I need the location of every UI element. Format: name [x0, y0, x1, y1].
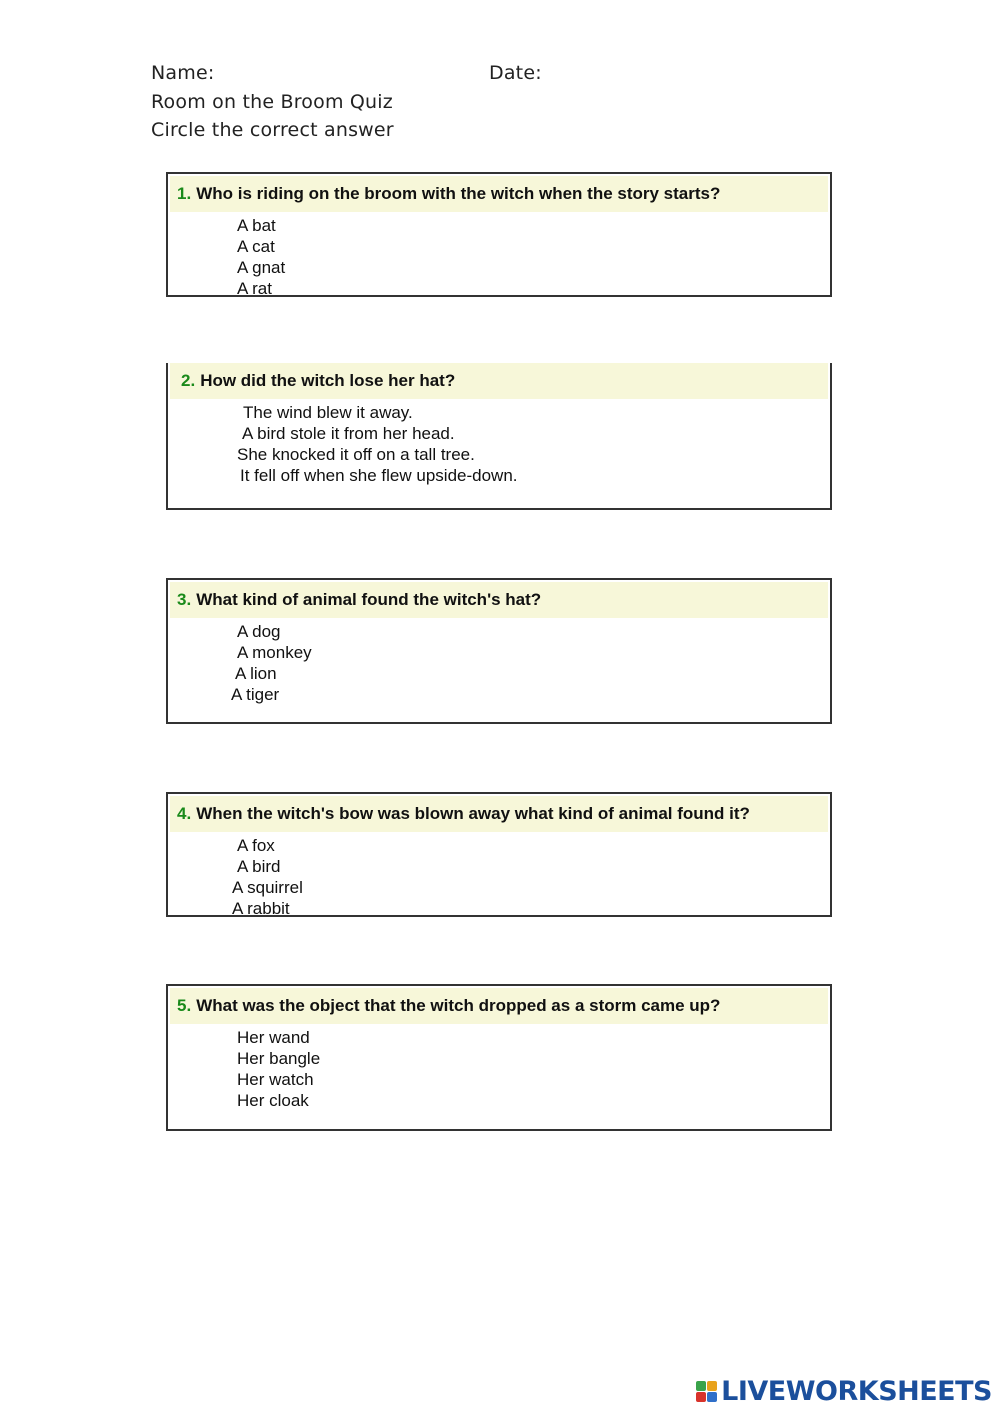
logo-text: LIVEWORKSHEETS — [721, 1376, 992, 1407]
question-5-option-a[interactable]: Her wand — [237, 1028, 310, 1047]
question-2-option-a[interactable]: The wind blew it away. — [243, 403, 413, 422]
question-1-number: 1. — [177, 184, 192, 203]
question-3-option-a[interactable]: A dog — [237, 622, 281, 641]
question-2-box — [166, 363, 832, 510]
question-1-option-c[interactable]: A gnat — [237, 258, 286, 277]
question-1-text: Who is riding on the broom with the witch when the story starts? — [196, 184, 721, 203]
question-4-text: When the witch's bow was blown away what kind of animal found it? — [196, 804, 750, 823]
question-4-option-b[interactable]: A bird — [237, 857, 281, 876]
question-5-box — [166, 984, 832, 1131]
question-4-box — [166, 792, 832, 917]
question-3-option-b[interactable]: A monkey — [237, 643, 312, 662]
question-5-number: 5. — [177, 996, 192, 1015]
logo-mark-icon — [696, 1381, 717, 1402]
question-4-number: 4. — [177, 804, 192, 823]
question-2-header — [170, 363, 828, 399]
date-label: Date: — [489, 62, 542, 84]
question-2-text: How did the witch lose her hat? — [200, 371, 456, 390]
question-1-header — [170, 176, 828, 212]
question-3-box — [166, 578, 832, 724]
name-label: Name: — [151, 62, 215, 84]
question-3-header — [170, 582, 828, 618]
liveworksheets-logo[interactable] — [696, 1376, 992, 1407]
question-5-option-d[interactable]: Her cloak — [237, 1091, 309, 1110]
question-4-option-d[interactable]: A rabbit — [232, 899, 290, 918]
question-5-option-c[interactable]: Her watch — [237, 1070, 314, 1089]
question-4-option-c[interactable]: A squirrel — [232, 878, 303, 897]
question-3-text: What kind of animal found the witch's hat? — [196, 590, 542, 609]
question-5-option-b[interactable]: Her bangle — [237, 1049, 321, 1068]
question-1-option-b[interactable]: A cat — [237, 237, 275, 256]
question-3-number: 3. — [177, 590, 192, 609]
question-1-option-a[interactable]: A bat — [237, 216, 276, 235]
question-5-text: What was the object that the witch dropped as a storm came up? — [196, 996, 721, 1015]
logo-square-red — [696, 1392, 706, 1402]
question-2-number: 2. — [181, 371, 196, 390]
question-4-header — [170, 796, 828, 832]
logo-square-green — [696, 1381, 706, 1391]
question-3-option-c[interactable]: A lion — [235, 664, 277, 683]
question-1-option-d[interactable]: A rat — [237, 279, 272, 298]
question-2-option-b[interactable]: A bird stole it from her head. — [242, 424, 455, 443]
quiz-title: Room on the Broom Quiz — [151, 91, 393, 113]
question-4-option-a[interactable]: A fox — [237, 836, 275, 855]
question-2-option-d[interactable]: It fell off when she flew upside-down. — [240, 466, 518, 485]
logo-square-blue — [707, 1392, 717, 1402]
instruction-text: Circle the correct answer — [151, 119, 394, 141]
question-1-box — [166, 172, 832, 297]
question-5-header — [170, 988, 828, 1024]
logo-square-orange — [707, 1381, 717, 1391]
question-2-option-c[interactable]: She knocked it off on a tall tree. — [237, 445, 475, 464]
question-3-option-d[interactable]: A tiger — [231, 685, 280, 704]
